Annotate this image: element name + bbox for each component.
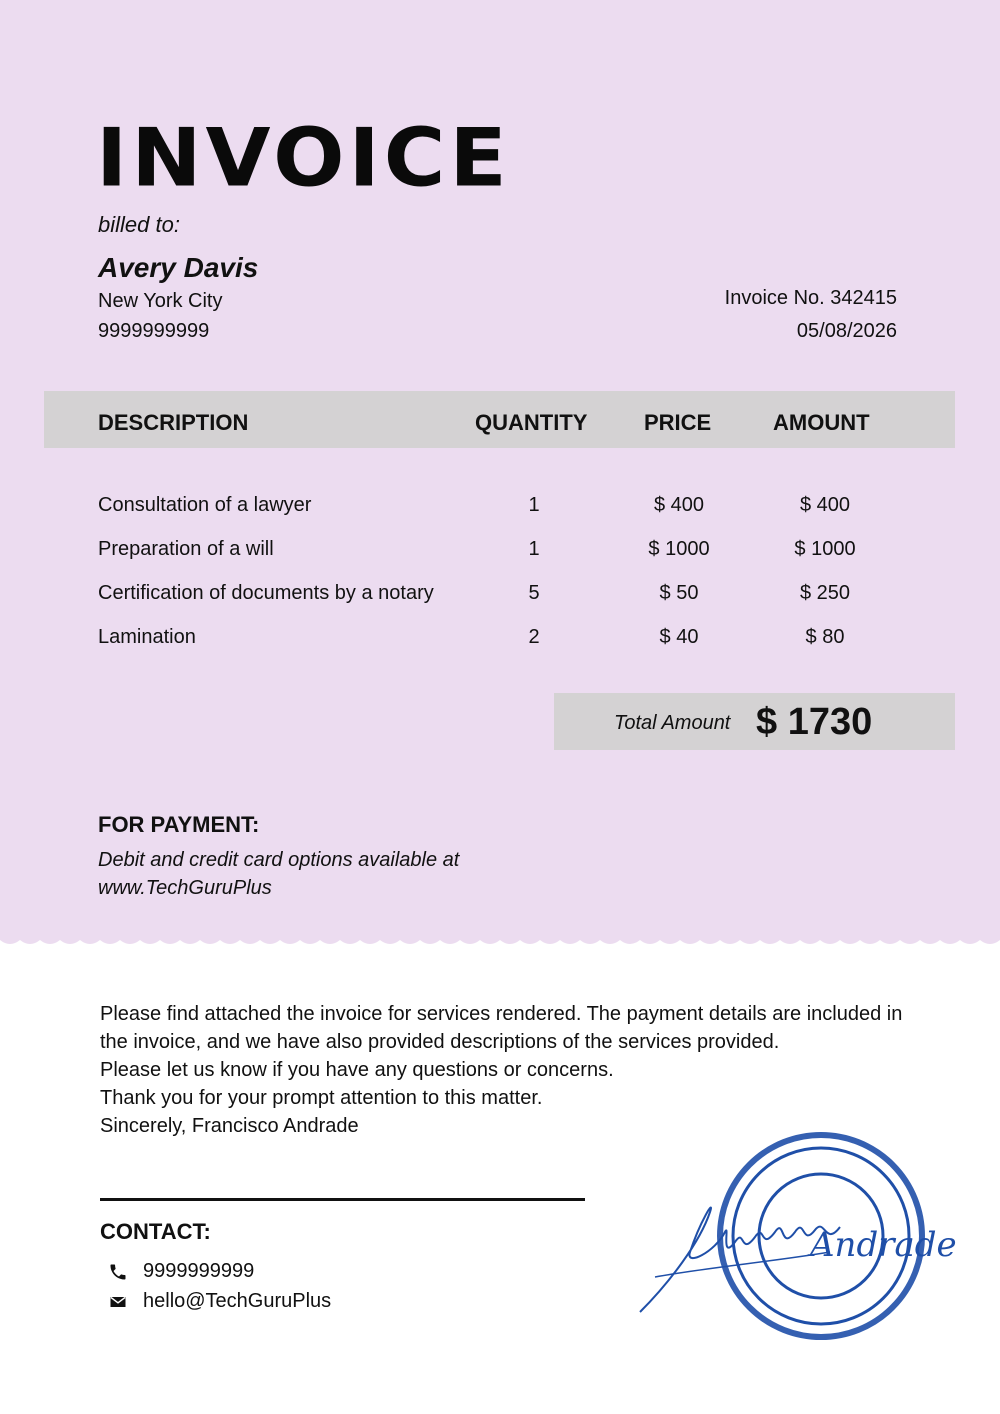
total-label: Total Amount bbox=[614, 712, 731, 734]
item-quantity: 5 bbox=[528, 582, 540, 604]
item-quantity: 1 bbox=[528, 494, 540, 516]
table-row bbox=[0, 538, 1000, 568]
item-quantity: 1 bbox=[528, 538, 540, 560]
column-header-description: DESCRIPTION bbox=[98, 410, 249, 435]
divider bbox=[100, 1198, 585, 1201]
message-line: Thank you for your prompt attention to this matter. bbox=[100, 1087, 543, 1109]
signature-text: Andrade bbox=[810, 1225, 957, 1265]
table-row bbox=[0, 582, 1000, 612]
cover-message bbox=[100, 1000, 920, 1140]
item-amount: $ 250 bbox=[799, 582, 851, 604]
contact-heading: CONTACT: bbox=[100, 1219, 211, 1244]
contact-phone: 9999999999 bbox=[143, 1260, 255, 1282]
payment-heading: FOR PAYMENT: bbox=[98, 812, 260, 837]
phone-icon bbox=[108, 1262, 128, 1282]
total-value: $ 1730 bbox=[756, 701, 873, 743]
item-amount: $ 400 bbox=[799, 494, 851, 516]
scalloped-edge bbox=[0, 932, 1000, 952]
item-price: $ 40 bbox=[659, 626, 699, 648]
item-description: Lamination bbox=[98, 626, 196, 648]
signature-stamp bbox=[630, 1132, 957, 1332]
total-box bbox=[554, 693, 955, 750]
item-description: Certification of documents by a notary bbox=[98, 582, 434, 604]
client-phone: 9999999999 bbox=[98, 320, 210, 342]
table-header bbox=[44, 391, 955, 448]
item-amount: $ 80 bbox=[805, 626, 845, 648]
invoice-title: INVOICE bbox=[96, 111, 511, 205]
message-line: Please find attached the invoice for services rendered. The payment details are included in the invoice, and we have also provided descriptions of the services provided. bbox=[100, 1003, 903, 1053]
message-line: Sincerely, Francisco Andrade bbox=[100, 1115, 359, 1137]
contact-email[interactable]: hello@TechGuruPlus bbox=[143, 1290, 332, 1312]
message-line: Please let us know if you have any questions or concerns. bbox=[100, 1059, 614, 1081]
column-header-price: PRICE bbox=[644, 410, 712, 435]
column-header-amount: AMOUNT bbox=[773, 410, 870, 435]
item-description: Consultation of a lawyer bbox=[98, 494, 312, 516]
item-price: $ 400 bbox=[653, 494, 705, 516]
item-amount: $ 1000 bbox=[794, 538, 856, 560]
payment-text: Debit and credit card options available at www.TechGuruPlus bbox=[98, 849, 460, 899]
table-row bbox=[0, 626, 1000, 656]
item-price: $ 1000 bbox=[648, 538, 710, 560]
invoice-number: Invoice No. 342415 bbox=[724, 287, 897, 309]
mail-icon bbox=[108, 1292, 128, 1312]
invoice-date: 05/08/2026 bbox=[796, 320, 897, 342]
column-header-quantity: QUANTITY bbox=[475, 410, 588, 435]
item-description: Preparation of a will bbox=[98, 538, 274, 560]
item-price: $ 50 bbox=[659, 582, 699, 604]
client-name: Avery Davis bbox=[98, 252, 259, 283]
client-city: New York City bbox=[98, 290, 223, 312]
item-quantity: 2 bbox=[528, 626, 540, 648]
table-row bbox=[0, 494, 1000, 524]
billed-to-label: billed to: bbox=[98, 212, 180, 237]
